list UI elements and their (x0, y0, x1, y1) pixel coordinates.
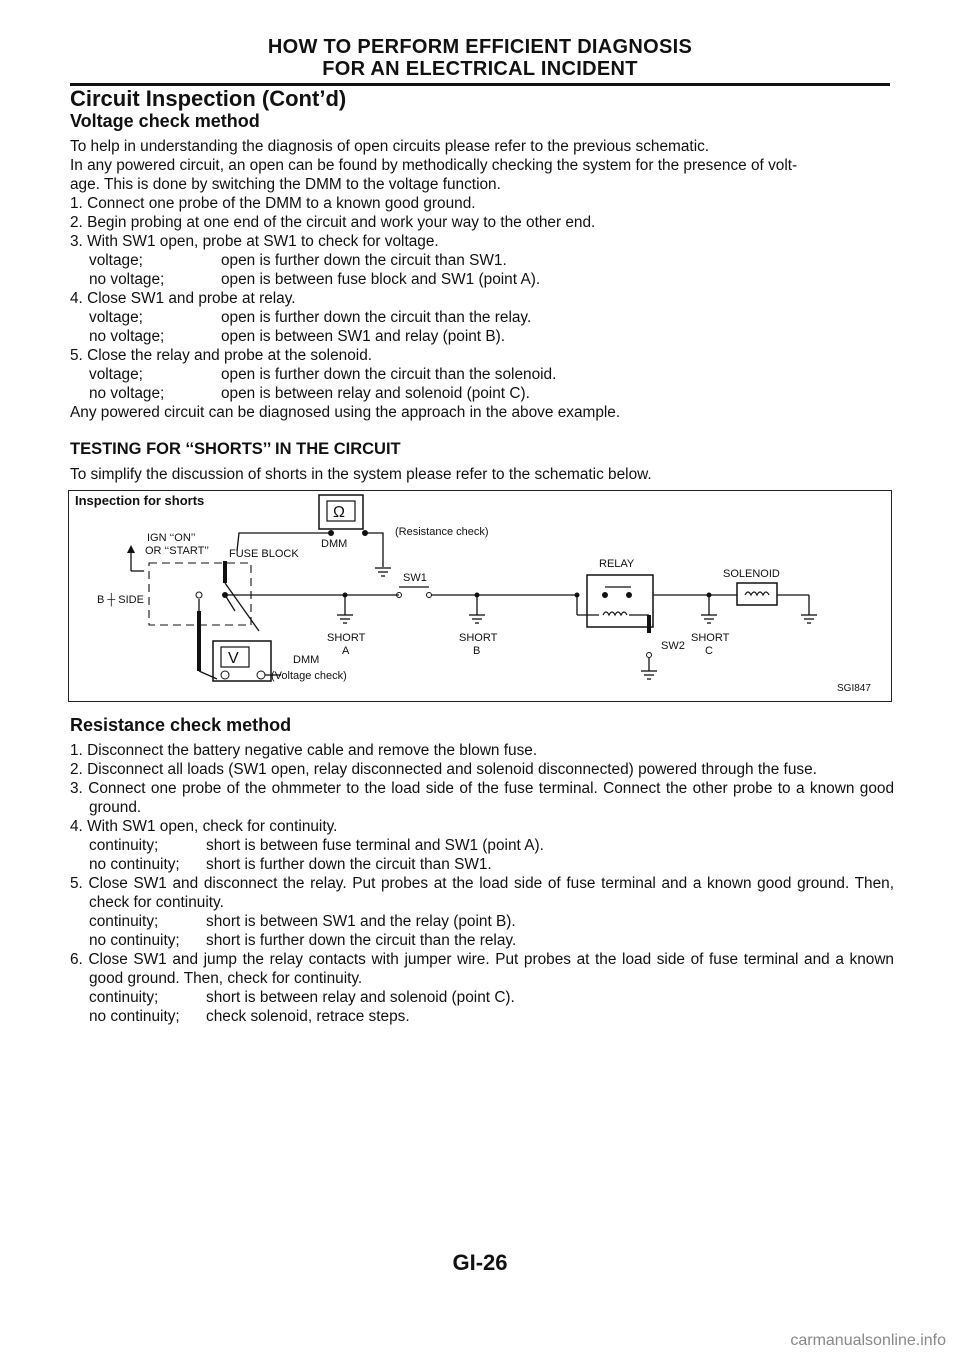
solenoid-ground-icon (801, 615, 817, 623)
result-key: no continuity; (89, 856, 180, 873)
resistance-step-3: 3. Connect one probe of the ohmmeter to the load side of the fuse terminal. Connect the other probe to a known good ground. (70, 780, 894, 816)
result-key: continuity; (89, 913, 159, 930)
result-key: continuity; (89, 989, 159, 1006)
result-value: short is further down the circuit than the relay. (206, 932, 517, 949)
voltage-intro-2: In any powered circuit, an open can be found by methodically checking the system for the presence of volt- (70, 157, 798, 174)
resistance-section-title: Resistance check method (70, 715, 292, 735)
relay-label: RELAY (599, 558, 635, 570)
result-value: short is between SW1 and the relay (point B). (206, 913, 516, 930)
ign-arrow-head (127, 545, 135, 553)
result-value: open is further down the circuit than SW1. (221, 252, 507, 269)
or-start-label: OR ‘‘START’’ (145, 545, 209, 557)
resistance-step-2: 2. Disconnect all loads (SW1 open, relay disconnected and solenoid disconnected) powered through the fuse. (70, 761, 817, 778)
voltage-result-row (70, 251, 894, 270)
voltage-check-label: (Voltage check) (271, 670, 347, 682)
result-value: short is between relay and solenoid (point C). (206, 989, 515, 1006)
fuse-wire (225, 583, 259, 631)
ohm-icon: Ω (333, 504, 345, 521)
result-key: voltage; (89, 366, 143, 383)
voltage-intro-3: age. This is done by switching the DMM to the voltage function. (70, 176, 501, 193)
result-value: open is between relay and solenoid (point C). (221, 385, 530, 402)
short-b-label-2: B (473, 645, 481, 657)
result-value: open is between fuse block and SW1 (point A). (221, 271, 541, 288)
sw2-ground-icon (641, 671, 657, 679)
fuse-terminal (196, 592, 202, 598)
document-body (70, 112, 894, 1026)
sw2-terminal (647, 653, 652, 658)
resistance-result-row (70, 836, 894, 855)
voltage-step-5: 5. Close the relay and probe at the solenoid. (70, 347, 373, 364)
dmm-bottom-label: DMM (293, 654, 320, 666)
relay-box (587, 575, 653, 627)
relay-coil-icon (603, 612, 627, 615)
page-number: GI-26 (452, 1250, 508, 1275)
short-a-label-2: A (342, 645, 350, 657)
voltage-outro: Any powered circuit can be diagnosed using the approach in the above example. (70, 404, 621, 421)
header-subtitle: Circuit Inspection (Cont’d) (70, 86, 347, 111)
schematic-svg (69, 491, 891, 701)
b-side-label: B ┼ SIDE (97, 594, 144, 606)
resistance-step-5: 5. Close SW1 and disconnect the relay. Put probes at the load side of fuse terminal and a known good ground. Then, check for continuity. (70, 875, 894, 911)
short-a-label-1: SHORT (327, 632, 366, 644)
short-b-label-1: SHORT (459, 632, 498, 644)
ohm-lead-right (365, 533, 383, 567)
solenoid-coil-icon (745, 592, 769, 595)
shorts-schematic (68, 490, 892, 702)
result-key: no voltage; (89, 271, 165, 288)
header-title-line2: FOR AN ELECTRICAL INCIDENT (322, 58, 638, 80)
result-key: no voltage; (89, 328, 165, 345)
resistance-result-row (70, 1007, 894, 1026)
resistance-step-1: 1. Disconnect the battery negative cable and remove the blown fuse. (70, 742, 538, 759)
resistance-result-row (70, 912, 894, 931)
resistance-result-row (70, 855, 894, 874)
page-header (0, 0, 960, 80)
short-a-ground-icon (337, 615, 353, 623)
result-value: short is between fuse terminal and SW1 (point A). (206, 837, 544, 854)
result-value: short is further down the circuit than SW1. (206, 856, 492, 873)
fuse-block-label: FUSE BLOCK (229, 548, 299, 560)
result-value: check solenoid, retrace steps. (206, 1008, 410, 1025)
resistance-check-label: (Resistance check) (395, 526, 489, 538)
voltage-step-2: 2. Begin probing at one end of the circuit and work your way to the other end. (70, 214, 596, 231)
figure-code: SGI847 (837, 683, 871, 694)
sw1-contact-right (427, 593, 432, 598)
voltmeter-minus-terminal (257, 671, 265, 679)
voltage-step-1: 1. Connect one probe of the DMM to a known good ground. (70, 195, 476, 212)
voltage-result-row (70, 327, 894, 346)
sw2-label: SW2 (661, 640, 685, 652)
shorts-intro: To simplify the discussion of shorts in the system please refer to the schematic below. (70, 466, 652, 483)
resistance-result-row (70, 988, 894, 1007)
result-value: open is between SW1 and relay (point B). (221, 328, 506, 345)
voltage-result-row (70, 308, 894, 327)
result-key: no continuity; (89, 1008, 180, 1025)
voltmeter-lead-right (225, 595, 235, 611)
voltage-result-row (70, 384, 894, 403)
sw1-label: SW1 (403, 572, 427, 584)
voltage-result-row (70, 365, 894, 384)
short-c-ground-icon (701, 615, 717, 623)
voltage-intro-1: To help in understanding the diagnosis of open circuits please refer to the previous schematic. (70, 138, 710, 155)
relay-contact-left (602, 592, 608, 598)
resistance-result-row (70, 931, 894, 950)
ohm-ground-icon (375, 568, 391, 576)
result-value: open is further down the circuit than the solenoid. (221, 366, 557, 383)
short-b-ground-icon (469, 615, 485, 623)
short-c-label-1: SHORT (691, 632, 730, 644)
result-value: open is further down the circuit than the relay. (221, 309, 532, 326)
solenoid-label: SOLENOID (723, 568, 780, 580)
result-key: no continuity; (89, 932, 180, 949)
result-key: no voltage; (89, 385, 165, 402)
dmm-top-label: DMM (321, 538, 348, 550)
relay-contact-right (626, 592, 632, 598)
shorts-section-title: TESTING FOR ‘‘SHORTS’’ IN THE CIRCUIT (70, 440, 401, 458)
voltmeter-plus-terminal (221, 671, 229, 679)
resistance-step-6: 6. Close SW1 and jump the relay contacts with jumper wire. Put probes at the load side of fuse terminal and a known good ground. Then, check for continuity. (70, 951, 894, 987)
result-key: voltage; (89, 309, 143, 326)
volt-icon: V (228, 650, 239, 667)
header-title-line1: HOW TO PERFORM EFFICIENT DIAGNOSIS (267, 36, 693, 58)
voltage-section-title: Voltage check method (70, 111, 260, 131)
voltage-step-3: 3. With SW1 open, probe at SW1 to check for voltage. (70, 233, 439, 250)
result-key: voltage; (89, 252, 143, 269)
ign-on-label: IGN ‘‘ON’’ (147, 532, 196, 544)
result-key: continuity; (89, 837, 159, 854)
figure-title: Inspection for shorts (75, 493, 205, 508)
voltage-result-row (70, 270, 894, 289)
watermark: carmanualsonline.info (790, 1332, 946, 1349)
resistance-step-4: 4. With SW1 open, check for continuity. (70, 818, 338, 835)
voltage-step-4: 4. Close SW1 and probe at relay. (70, 290, 296, 307)
short-c-label-2: C (705, 645, 713, 657)
voltmeter-lead-left (199, 671, 217, 679)
